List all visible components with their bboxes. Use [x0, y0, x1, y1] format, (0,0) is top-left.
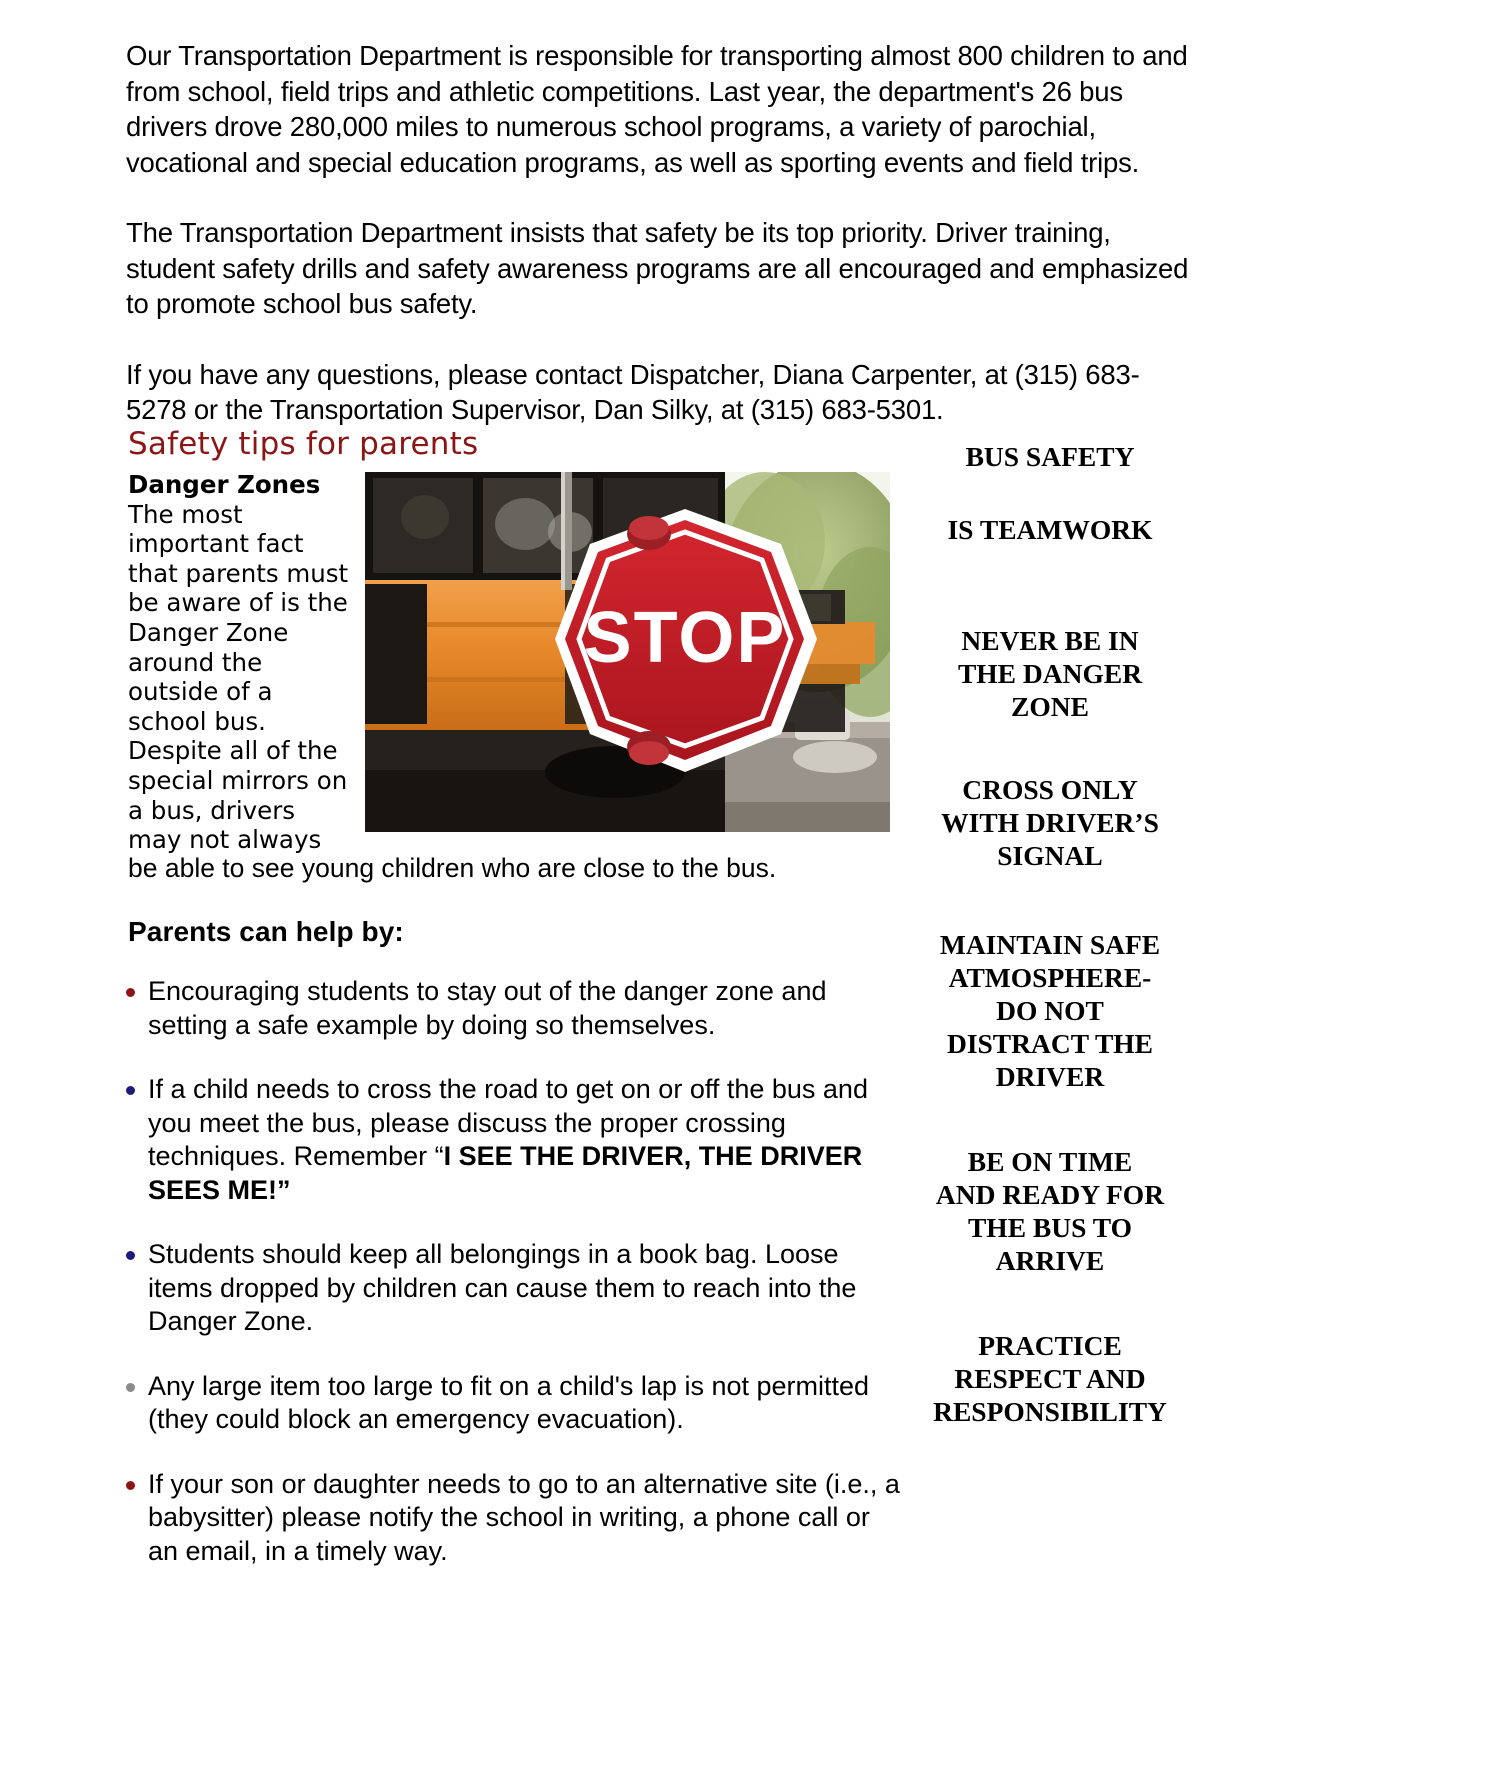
slogan-block [900, 440, 1200, 473]
slogan-block [900, 513, 1200, 546]
intro-paragraph-1: Our Transportation Department is responsible for transporting almost 800 children to and from school, field trips and athletic competitions. Last year, the department's 26 bus drivers drove 280,000 miles to numerous school programs, a variety of parochial, vocational and special education programs, as well as sporting events and field trips. [126, 40, 1188, 178]
list-item-text: If a child needs to cross the road to get on or off the bus and you meet the bus, please discuss the proper crossing techniques. Remember “ [148, 1074, 868, 1171]
list-item-text: If your son or daughter needs to go to an alternative site (i.e., a babysitter) please notify the school in writing, a phone call or an email, in a timely way. [148, 1468, 900, 1566]
intro-paragraph-2: The Transportation Department insists that safety be its top priority. Driver training, student safety drills and safety awareness programs are all encouraged and emphasized to promote school bus safety. [126, 217, 1189, 319]
bullet-dot-icon [126, 1086, 135, 1095]
list-item [126, 1370, 901, 1437]
slogan-line: THE DANGER [957, 658, 1143, 689]
stop-sign [555, 509, 817, 772]
bus-safety-slogan-column [900, 440, 1200, 1428]
slogan-line: WITH DRIVER’S [941, 807, 1159, 838]
danger-zone-heading: Danger Zones [128, 470, 321, 499]
bullet-dot-icon [126, 988, 135, 997]
danger-zone-body: The most important fact that parents must be aware of is the Danger Zone around the outside of a school bus. Despite all of the special mirrors on a bus, drivers may not always [128, 499, 349, 855]
slogan-line: THE BUS TO [967, 1212, 1133, 1243]
slogan-line: DO NOT [996, 995, 1104, 1026]
slogan-line: PRACTICE [978, 1330, 1122, 1361]
list-item [126, 1073, 901, 1207]
slogan-line: ARRIVE [995, 1245, 1105, 1276]
slogan-line: BUS SAFETY [965, 441, 1135, 472]
slogan-block [900, 1329, 1200, 1428]
slogan-line: NEVER BE IN [961, 625, 1139, 656]
slogan-block [900, 1145, 1200, 1277]
slogan-line: DRIVER [995, 1061, 1105, 1092]
list-item [126, 1468, 901, 1569]
parents-help-list [126, 975, 901, 1568]
section-title: Safety tips for parents [128, 426, 479, 462]
intro-paragraph-3: If you have any questions, please contact Dispatcher, Diana Carpenter, at (315) 683-5278 or the Transportation Supervisor, Dan Silky, at (315) 683-5301. [126, 358, 1140, 425]
list-item-text: Any large item too large to fit on a child's lap is not permitted (they could block an emergency evacuation). [148, 1370, 870, 1434]
slogan-line: SIGNAL [997, 840, 1103, 871]
slogan-line: RESPECT AND [954, 1363, 1146, 1394]
slogan-block [900, 928, 1200, 1093]
list-item [126, 975, 901, 1042]
slogan-line: MAINTAIN SAFE [939, 929, 1161, 960]
school-bus-photo [365, 472, 890, 832]
list-item-emphasis: I SEE THE DRIVER, THE DRIVER SEES ME!” [148, 1141, 863, 1205]
intro-section [126, 38, 1192, 428]
slogan-line: ATMOSPHERE- [948, 962, 1152, 993]
list-item-text: Students should keep all belongings in a book bag. Loose items dropped by children can cause them to reach into the Danger Zone. [148, 1239, 857, 1336]
list-item-text: Encouraging students to stay out of the danger zone and setting a safe example by doing so themselves. [148, 976, 827, 1040]
slogan-line: CROSS ONLY [962, 774, 1138, 805]
slogan-line: IS TEAMWORK [947, 514, 1153, 545]
slogan-line: AND READY FOR [935, 1179, 1165, 1210]
svg-text:STOP: STOP [583, 598, 787, 678]
bullet-dot-icon [126, 1251, 135, 1260]
slogan-line: DISTRACT THE [946, 1028, 1154, 1059]
bullet-dot-icon [126, 1481, 135, 1490]
slogan-block [900, 773, 1200, 872]
bus-stop-sign-illustration [365, 472, 890, 832]
danger-zone-wrap-text: be able to see young children who are close to the bus. [128, 853, 777, 883]
slogan-line: BE ON TIME [967, 1146, 1133, 1177]
slogan-block [900, 624, 1200, 723]
slogan-line: RESPONSIBILITY [933, 1396, 1167, 1427]
slogan-line: ZONE [1011, 691, 1089, 722]
bullet-dot-icon [126, 1383, 135, 1392]
danger-zone-column [128, 470, 353, 855]
list-item [126, 1238, 901, 1339]
parents-help-heading: Parents can help by: [128, 916, 404, 947]
